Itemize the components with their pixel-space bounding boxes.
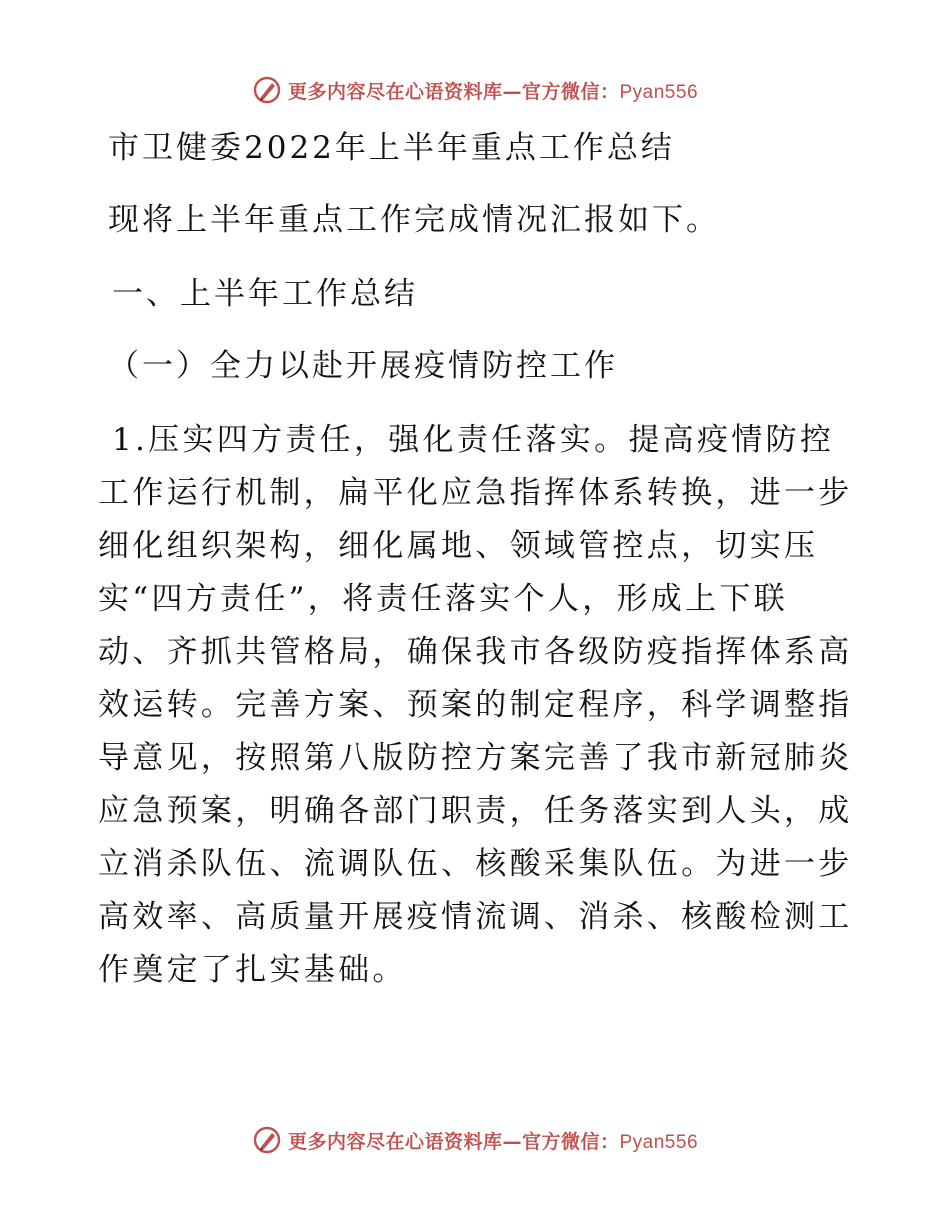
paragraph-line: 立消杀队伍、流调队伍、核酸采集队伍。为进一步 <box>98 846 853 882</box>
paragraph-line: 细化组织架构，细化属地、领域管控点，切实压 <box>98 528 819 564</box>
footer-watermark <box>0 1122 950 1158</box>
watermark-text: 更多内容尽在心语资料库—官方微信：Pyan556 <box>287 80 699 103</box>
paragraph-line: 应急预案，明确各部门职责，任务落实到人头，成 <box>98 793 853 829</box>
section-heading: 一、上半年工作总结 <box>112 276 418 312</box>
paragraph-line: 1.压实四方责任，强化责任落实。提高疫情防控 <box>112 422 835 458</box>
pen-logo-icon <box>252 75 282 105</box>
paragraph-line: 作奠定了扎实基础。 <box>98 952 407 988</box>
paragraph-line: 导意见，按照第八版防控方案完善了我市新冠肺炎 <box>98 740 853 776</box>
watermark-wechat-id: Pyan556 <box>619 1131 699 1153</box>
watermark-wechat-id: Pyan556 <box>619 81 699 103</box>
paragraph-line: 效运转。完善方案、预案的制定程序，科学调整指 <box>98 687 853 723</box>
paragraph-line: 工作运行机制，扁平化应急指挥体系转换，进一步 <box>98 475 853 511</box>
paragraph-line: 实“四方责任”，将责任落实个人，形成上下联 <box>98 581 788 617</box>
watermark-text: 更多内容尽在心语资料库—官方微信：Pyan556 <box>287 1130 699 1153</box>
header-watermark <box>0 72 950 108</box>
paragraph-line: 高效率、高质量开展疫情流调、消杀、核酸检测工 <box>98 899 853 935</box>
paragraph-line: 动、齐抓共管格局，确保我市各级防疫指挥体系高 <box>98 634 853 670</box>
pen-logo-icon <box>252 1125 282 1155</box>
document-title: 市卫健委2022年上半年重点工作总结 <box>108 130 675 166</box>
subsection-heading: （一）全力以赴开展疫情防控工作 <box>108 348 618 384</box>
document-intro: 现将上半年重点工作完成情况汇报如下。 <box>108 202 720 238</box>
body-paragraph <box>98 420 858 1003</box>
